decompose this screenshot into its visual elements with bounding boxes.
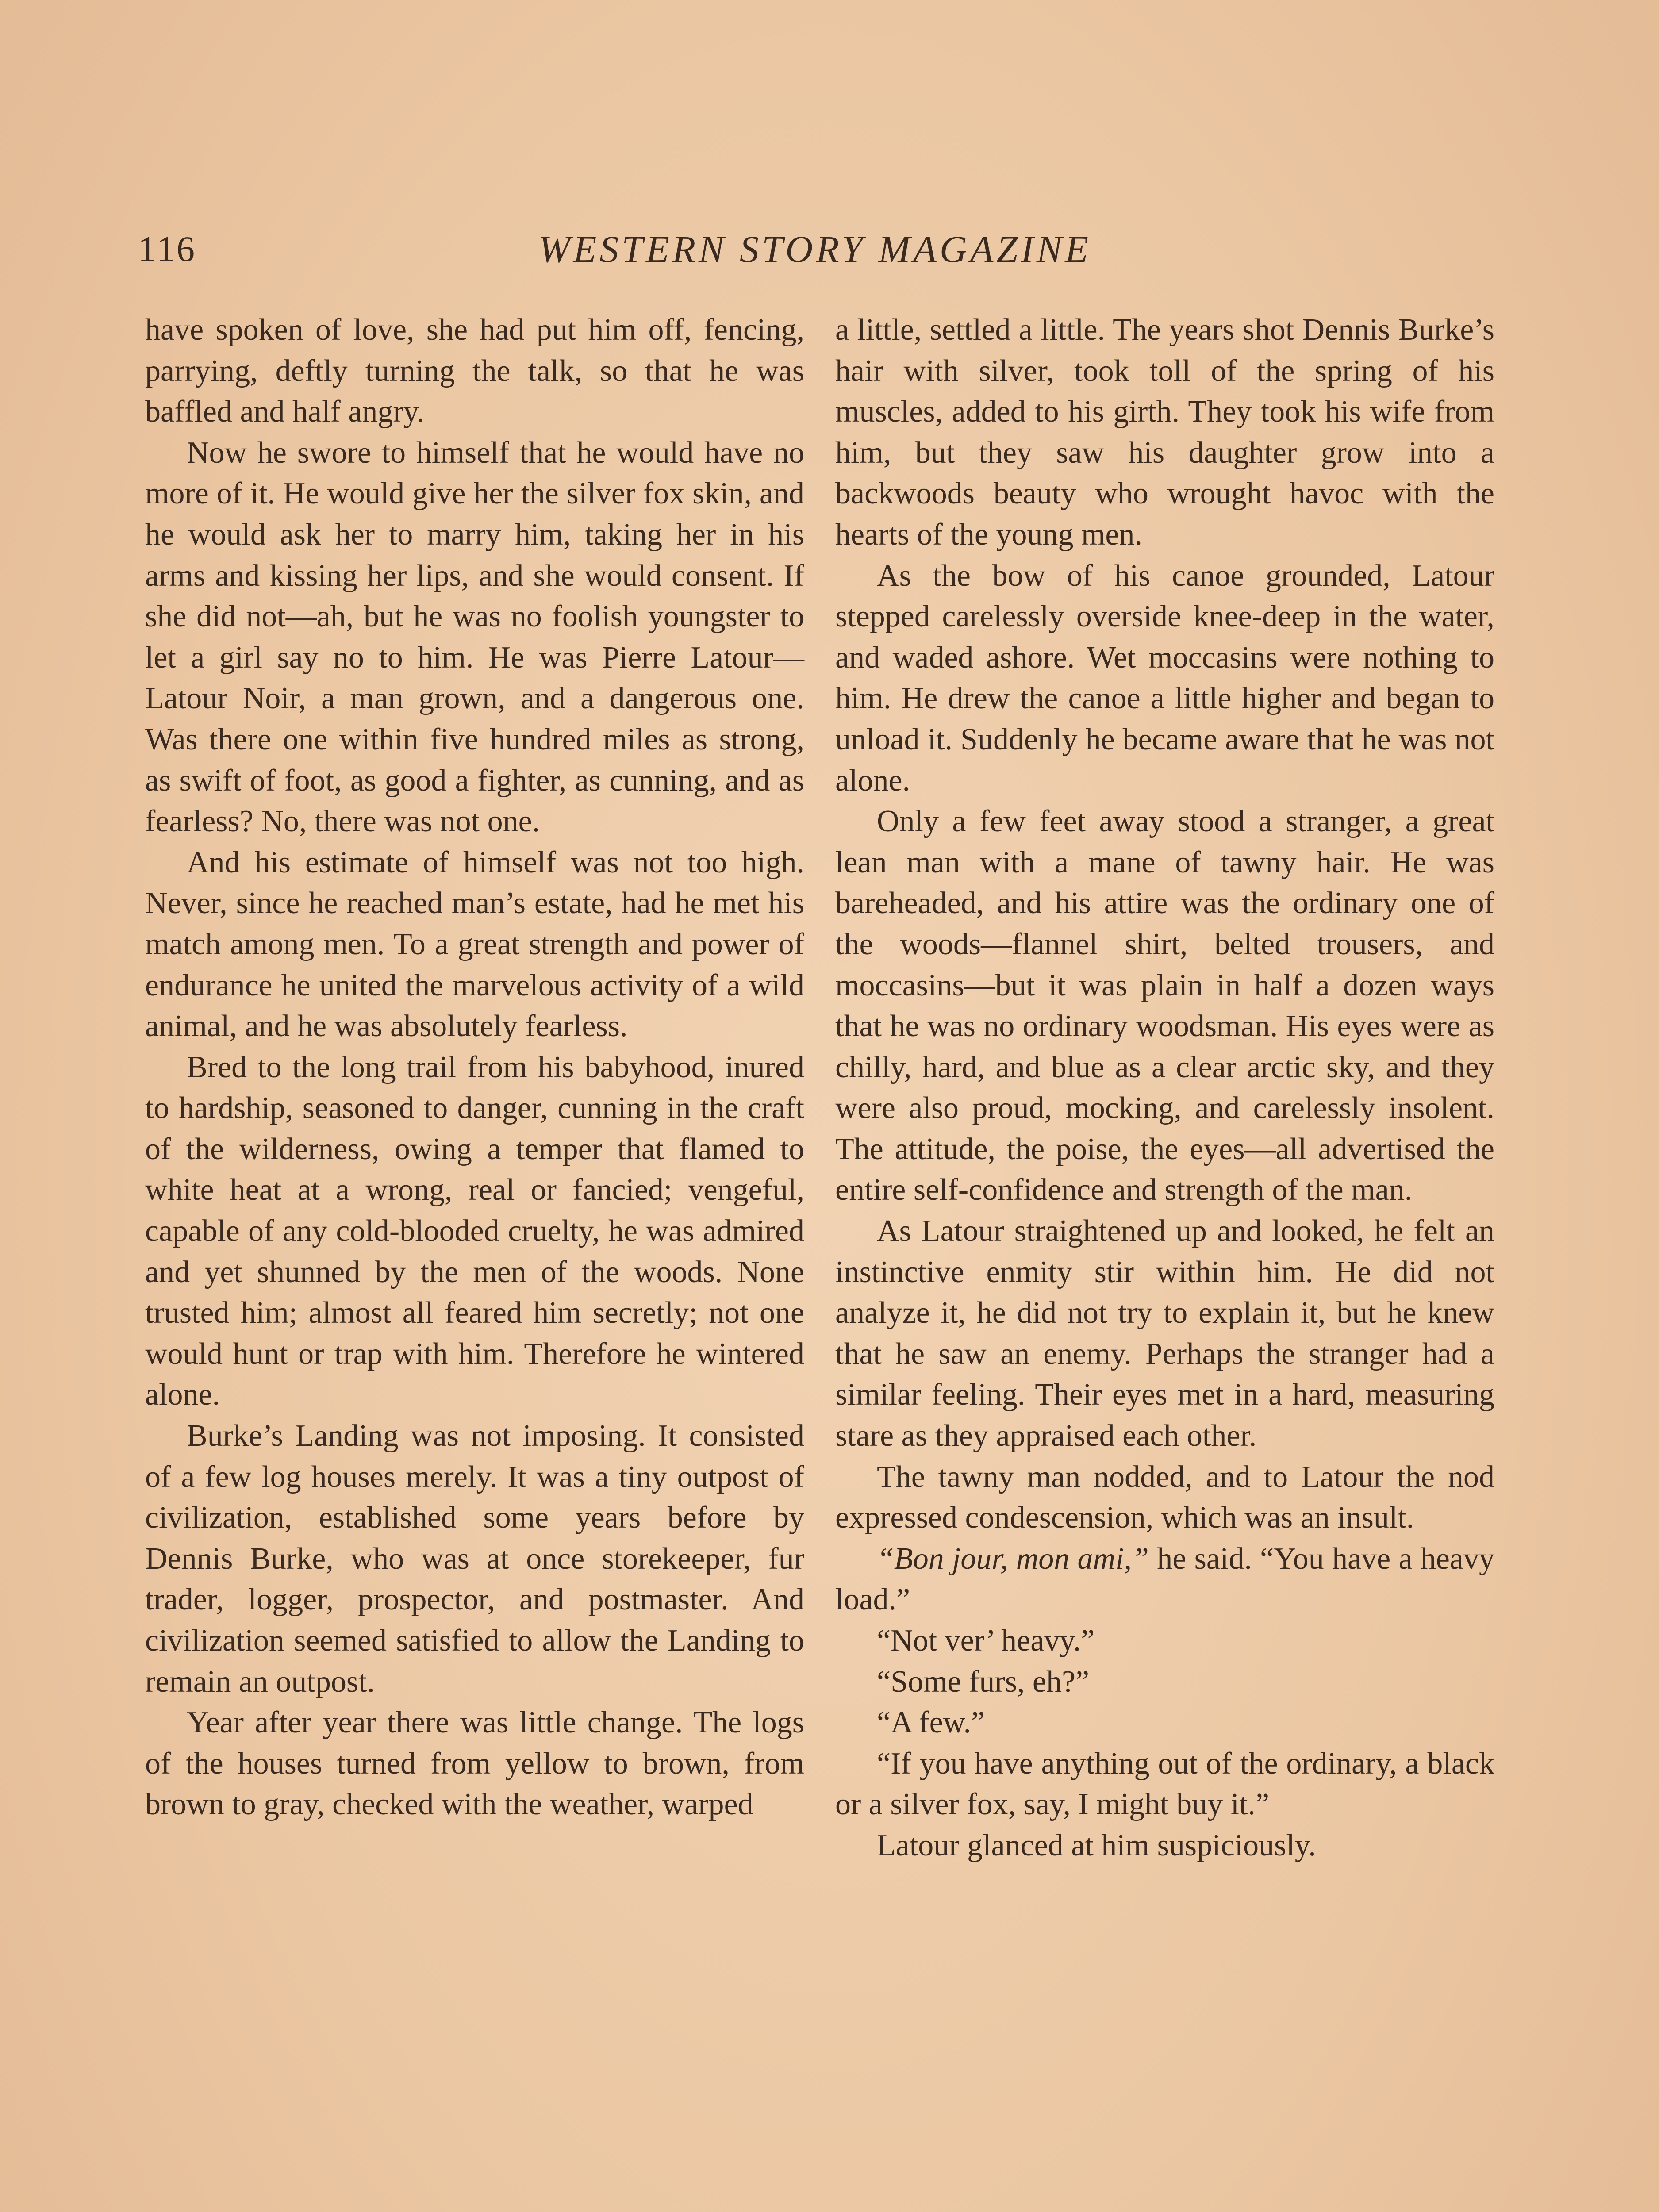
paragraph: “Not ver’ heavy.” xyxy=(877,1624,1095,1658)
paragraph: Latour glanced at him suspiciously. xyxy=(877,1828,1316,1863)
paragraph: And his estimate of himself was not too high. Never, since he reached man’s estate, had he met his match among men. To a great strength and power of endurance he united the marvelous activity of a wild animal, and he was absolutely fearless. xyxy=(145,845,804,1044)
paragraph: Only a few feet away stood a stranger, a great lean man with a mane of tawny hair. He was bareheaded, and his attire was the ordinary one of the woods—flannel shirt, belted trousers, and moccasins—but it was plain in half a dozen ways that he was no ordinary woodsman. His eyes were as chilly, hard, and blue as a clear arctic sky, and they were also proud, mocking, and carelessly insolent. The attitude, the poise, the eyes—all advertised the entire self-confidence and strength of the man. xyxy=(835,804,1494,1207)
paragraph: “Some furs, eh?” xyxy=(877,1664,1090,1699)
magazine-title: WESTERN STORY MAGAZINE xyxy=(538,228,1091,270)
paragraph xyxy=(835,1539,1494,1621)
paragraph: Now he swore to himself that he would have no more of it. He would give her the silver fox skin, and he would ask her to marry him, taking her in his arms and kissing her lips, and she would consent. If she did not—ah, but he was no foolish youngster to let a girl say no to him. He was Pierre Latour—Latour Noir, a man grown, and a dangerous one. Was there one within five hundred miles as strong, as swift of foot, as good a fighter, as cunning, and as fearless? No, there was not one. xyxy=(145,435,804,839)
paragraph: “If you have anything out of the ordinary, a black or a silver fox, say, I might buy it.” xyxy=(835,1746,1494,1822)
page-number: 116 xyxy=(138,229,196,269)
paragraph: a little, settled a little. The years shot Dennis Burke’s hair with silver, took toll of the spring of his muscles, added to his girth. They took his wife from him, but they saw his daughter grow into a backwoods beauty who wrought havoc with the hearts of the young men. xyxy=(835,313,1494,552)
paragraph: have spoken of love, she had put him off, fencing, parrying, deftly turning the talk, so that he was baffled and half angry. xyxy=(145,313,804,429)
paragraph: As Latour straightened up and looked, he felt an instinctive enmity stir within him. He did not analyze it, he did not try to explain it, but he knew that he saw an enemy. Perhaps the stranger had a similar feeling. Their eyes met in a hard, measuring stare as they appraised each other. xyxy=(835,1214,1494,1453)
italic-greeting: “Bon jour, mon ami,” xyxy=(877,1541,1149,1576)
paragraph-text: he said. “You have a heavy load.” xyxy=(835,1541,1494,1617)
right-text-column xyxy=(835,310,1494,1866)
left-text-column xyxy=(145,310,804,1825)
paragraph: As the bow of his canoe grounded, Latour stepped carelessly overside knee-deep in the water, and waded ashore. Wet moccasins were nothing to him. He drew the canoe a little higher and began to unload it. Suddenly he became aware that he was not alone. xyxy=(835,558,1494,798)
paragraph: Year after year there was little change. The logs of the houses turned from yellow to brown, from brown to gray, checked with the weather, warped xyxy=(145,1705,804,1822)
paragraph: The tawny man nodded, and to Latour the nod expressed condescension, which was an insult. xyxy=(835,1459,1494,1535)
paragraph: Bred to the long trail from his babyhood, inured to hardship, seasoned to danger, cunning in the craft of the wilderness, owing a temper that flamed to white heat at a wrong, real or fancied; vengeful, capable of any cold-blooded cruelty, he was admired and yet shunned by the men of the woods. None trusted him; almost all feared him secretly; not one would hunt or trap with him. Therefore he wintered alone. xyxy=(145,1050,804,1412)
page-header xyxy=(138,225,1492,273)
paragraph: Burke’s Landing was not imposing. It consisted of a few log houses merely. It was a tiny outpost of civilization, established some years before by Dennis Burke, who was at once storekeeper, fur trader, logger, prospector, and postmaster. And civilization seemed satisfied to allow the Landing to remain an outpost. xyxy=(145,1419,804,1699)
paragraph: “A few.” xyxy=(877,1705,985,1740)
